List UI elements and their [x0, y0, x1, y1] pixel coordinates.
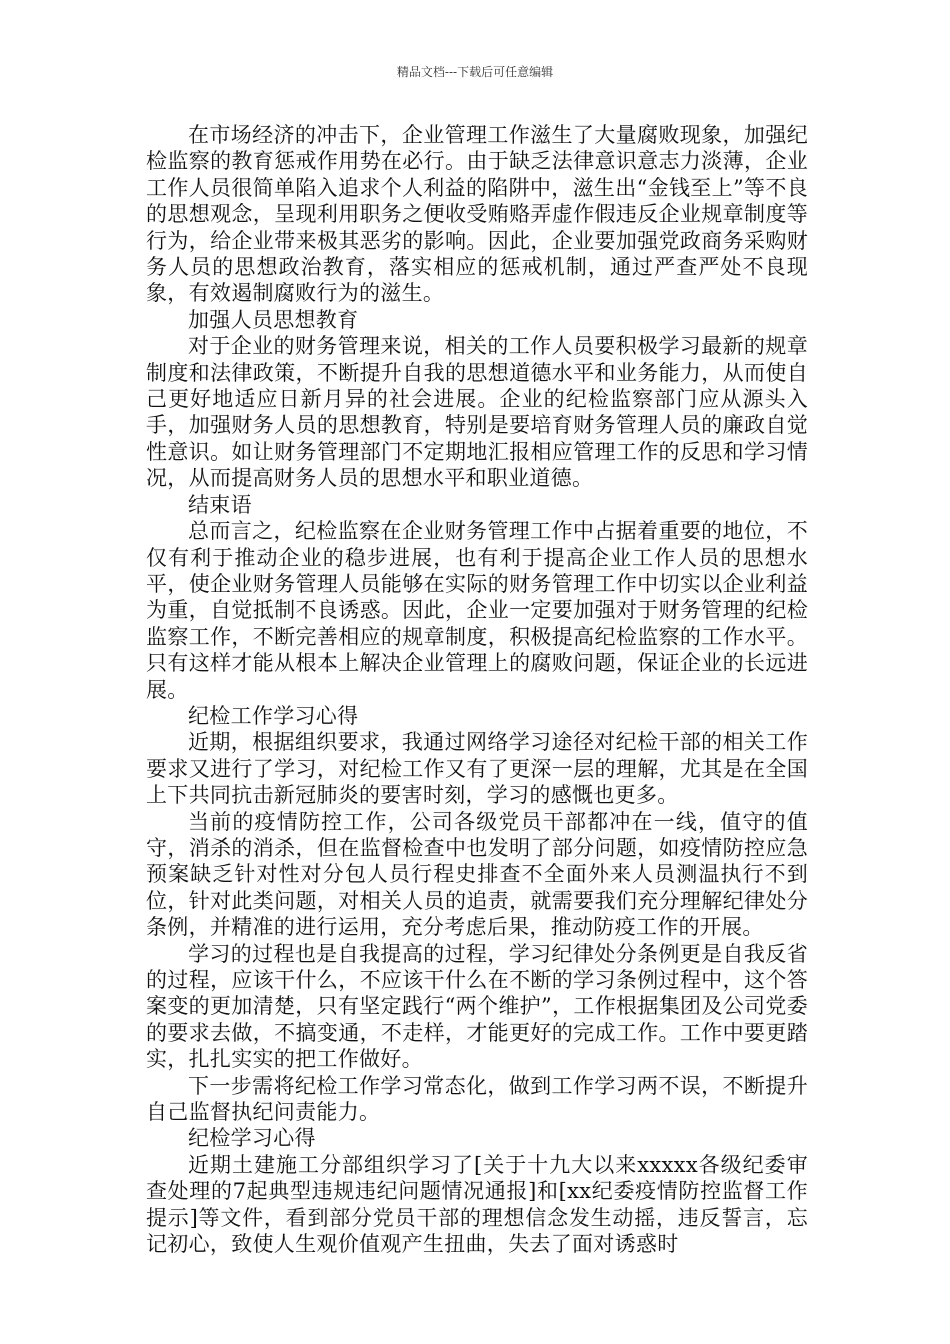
page-header: 精品文档---下载后可任意编辑: [396, 65, 554, 79]
document-body: [146, 122, 808, 1257]
paragraph: 近期，根据组织要求，我通过网络学习途径对纪检干部的相关工作要求又进行了学习，对纪检工作又有了更深一层的理解，尤其是在全国上下共同抗击新冠肺炎的要害时刻，学习的感慨也更多。: [146, 730, 808, 808]
section-heading: 纪检学习心得: [188, 1126, 316, 1151]
paragraph: 对于企业的财务管理来说，相关的工作人员要积极学习最新的规章制度和法律政策，不断提升自我的思想道德水平和业务能力，从而使自己更好地适应日新月异的社会进展。企业的纪检监察部门应从源头入手，加强财务人员的思想教育，特别是要培育财务管理人员的廉政自觉性意识。如让财务管理部门不定期地汇报相应管理工作的反思和学习情况，从而提高财务人员的思想水平和职业道德。: [146, 334, 808, 491]
paragraph: 下一步需将纪检工作学习常态化，做到工作学习两不误，不断提升自己监督执纪问责能力。: [146, 1073, 808, 1125]
section-heading: 加强人员思想教育: [188, 307, 359, 332]
section-heading: 结束语: [188, 492, 252, 517]
paragraph: 学习的过程也是自我提高的过程，学习纪律处分条例更是自我反省的过程，应该干什么，不应该干什么在不断的学习条例过程中，这个答案变的更加清楚，只有坚定践行“两个维护”，工作根据集团及公司党委的要求去做，不搞变通，不走样，才能更好的完成工作。工作中要更踏实，扎扎实实的把工作做好。: [146, 941, 808, 1072]
paragraph: 总而言之，纪检监察在企业财务管理工作中占据着重要的地位，不仅有利于推动企业的稳步进展，也有利于提高企业工作人员的思想水平，使企业财务管理人员能够在实际的财务管理工作中切实以企业利益为重，自觉抵制不良诱惑。因此，企业一定要加强对于财务管理的纪检监察工作，不断完善相应的规章制度，积极提高纪检监察的工作水平。只有这样才能从根本上解决企业管理上的腐败问题，保证企业的长远进展。: [146, 519, 808, 702]
section-heading: 纪检工作学习心得: [188, 703, 359, 728]
paragraph: 当前的疫情防控工作，公司各级党员干部都冲在一线，值守的值守，消杀的消杀，但在监督检查中也发明了部分问题，如疫情防控应急预案缺乏针对性对分包人员行程史排查不全面外来人员测温执行不到位，针对此类问题，对相关人员的追责，就需要我们充分理解纪律处分条例，并精准的进行运用，充分考虑后果，推动防疫工作的开展。: [146, 809, 808, 940]
paragraph: 近期土建施工分部组织学习了[关于十九大以来xxxxx各级纪委审查处理的7起典型违规违纪问题情况通报]和[xx纪委疫情防控监督工作提示]等文件，看到部分党员干部的理想信念发生动摇，违反誓言，忘记初心，致使人生观价值观产生扭曲，失去了面对诱惑时: [146, 1152, 808, 1257]
paragraph: 在市场经济的冲击下，企业管理工作滋生了大量腐败现象，加强纪检监察的教育惩戒作用势在必行。由于缺乏法律意识意志力淡薄，企业工作人员很简单陷入追求个人利益的陷阱中，滋生出“金钱至上”等不良的思想观念，呈现利用职务之便收受贿赂弄虚作假违反企业规章制度等行为，给企业带来极其恶劣的影响。因此，企业要加强党政商务采购财务人员的思想政治教育，落实相应的惩戒机制，通过严查严处不良现象，有效遏制腐败行为的滋生。: [146, 123, 808, 306]
